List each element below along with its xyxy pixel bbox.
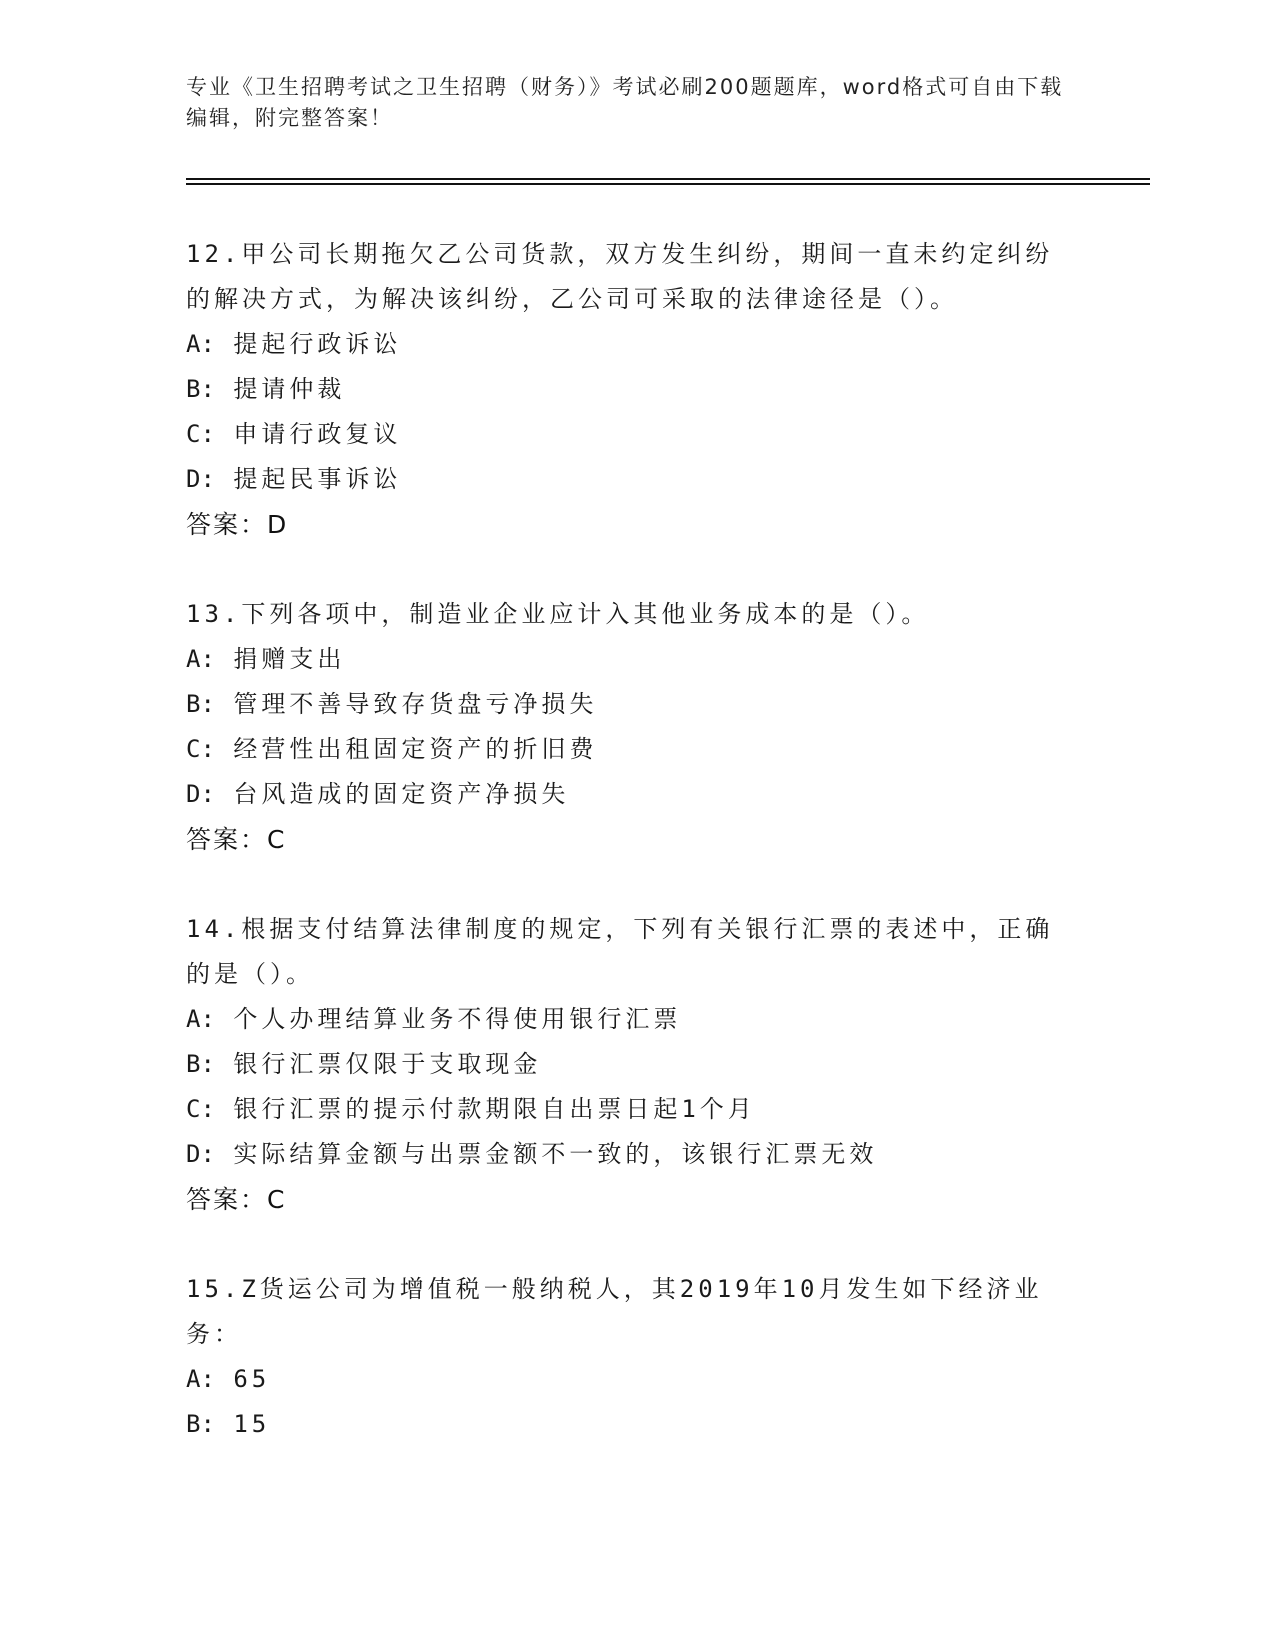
question-13 — [186, 592, 1066, 863]
option-a — [186, 1357, 1066, 1402]
question-list — [186, 232, 1066, 1491]
option-c — [186, 727, 1066, 772]
option-letter: D: — [186, 465, 215, 493]
option-text: 提起民事诉讼 — [233, 465, 402, 493]
option-letter: D: — [186, 1140, 215, 1168]
option-a — [186, 997, 1066, 1042]
option-c — [186, 412, 1066, 457]
option-letter: C: — [186, 420, 215, 448]
option-letter: B: — [186, 690, 215, 718]
option-letter: C: — [186, 1095, 215, 1123]
option-c — [186, 1087, 1066, 1132]
question-stem: 14.根据支付结算法律制度的规定，下列有关银行汇票的表述中，正确的是（）。 — [186, 915, 1054, 988]
option-text: 捐赠支出 — [233, 645, 346, 673]
option-a — [186, 322, 1066, 367]
option-letter: B: — [186, 375, 215, 403]
option-d — [186, 772, 1066, 817]
option-text: 经营性出租固定资产的折旧费 — [233, 735, 598, 763]
option-text: 个人办理结算业务不得使用银行汇票 — [233, 1005, 682, 1033]
option-text: 台风造成的固定资产净损失 — [233, 780, 570, 808]
option-b — [186, 367, 1066, 412]
option-letter: C: — [186, 735, 215, 763]
option-text: 提请仲裁 — [233, 375, 346, 403]
option-text: 实际结算金额与出票金额不一致的，该银行汇票无效 — [233, 1140, 878, 1168]
document-intro: 专业《卫生招聘考试之卫生招聘（财务）》考试必刷200题题库，word格式可自由下载编辑，附完整答案！ — [186, 75, 1064, 130]
option-text: 15 — [233, 1410, 271, 1438]
option-letter: B: — [186, 1410, 215, 1438]
option-text: 银行汇票的提示付款期限自出票日起1个月 — [233, 1095, 756, 1123]
question-14 — [186, 907, 1066, 1223]
question-15 — [186, 1267, 1066, 1447]
option-letter: A: — [186, 1365, 215, 1393]
option-b — [186, 682, 1066, 727]
option-letter: D: — [186, 780, 215, 808]
option-text: 银行汇票仅限于支取现金 — [233, 1050, 542, 1078]
question-stem: 15.Z货运公司为增值税一般纳税人，其2019年10月发生如下经济业务： — [186, 1275, 1043, 1348]
option-letter: B: — [186, 1050, 215, 1078]
question-stem: 13.下列各项中，制造业企业应计入其他业务成本的是（）。 — [186, 600, 930, 628]
option-a — [186, 637, 1066, 682]
answer-line: 答案：C — [186, 1185, 287, 1214]
answer-line: 答案：C — [186, 825, 287, 854]
question-stem: 12.甲公司长期拖欠乙公司货款，双方发生纠纷，期间一直未约定纠纷的解决方式，为解决该纠纷，乙公司可采取的法律途径是（）。 — [186, 240, 1054, 313]
option-d — [186, 1132, 1066, 1177]
header-divider-top — [186, 178, 1150, 180]
header-divider-bottom — [186, 183, 1150, 185]
option-text: 管理不善导致存货盘亏净损失 — [233, 690, 598, 718]
question-12 — [186, 232, 1066, 548]
option-b — [186, 1042, 1066, 1087]
option-text: 提起行政诉讼 — [233, 330, 402, 358]
option-text: 65 — [233, 1365, 271, 1393]
option-d — [186, 457, 1066, 502]
answer-line: 答案：D — [186, 510, 289, 539]
option-letter: A: — [186, 1005, 215, 1033]
option-letter: A: — [186, 330, 215, 358]
option-b — [186, 1402, 1066, 1447]
option-text: 申请行政复议 — [233, 420, 402, 448]
option-letter: A: — [186, 645, 215, 673]
